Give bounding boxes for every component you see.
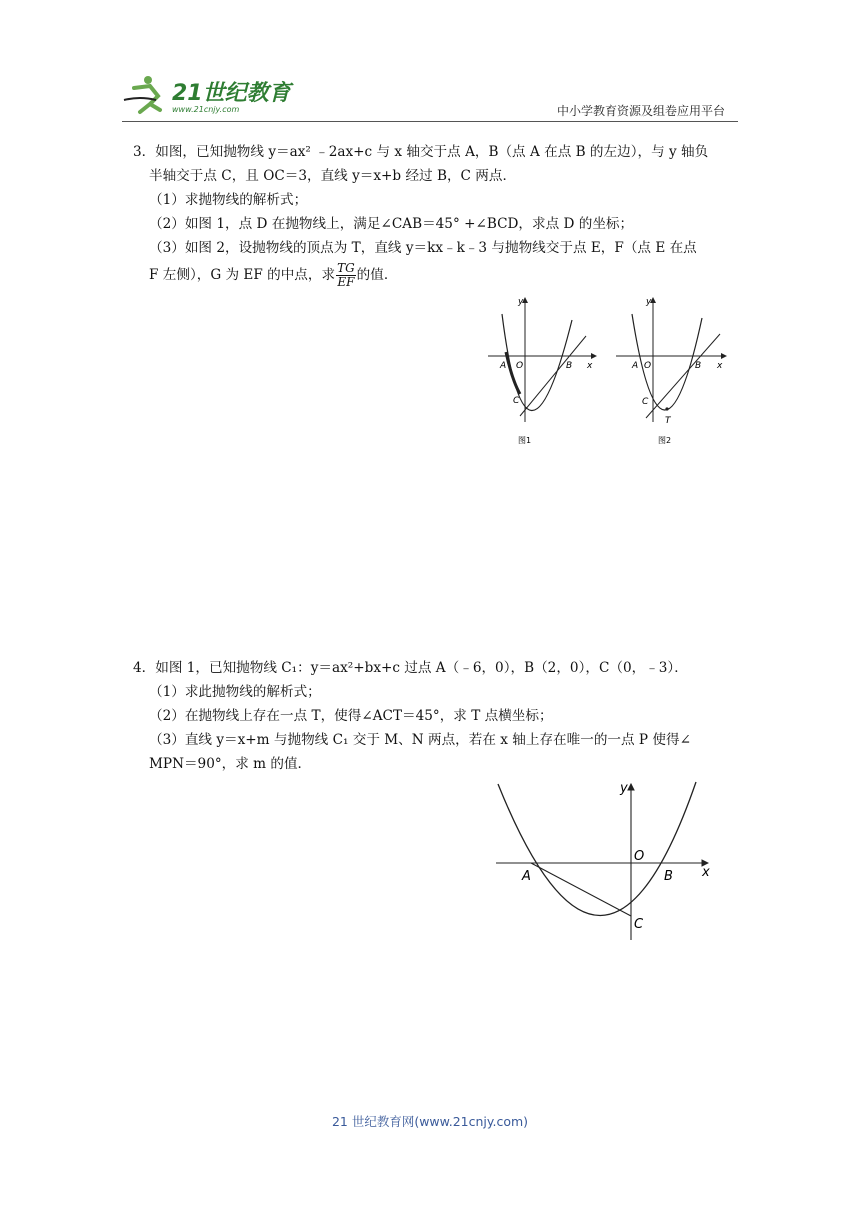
fraction-tg-ef bbox=[336, 262, 356, 289]
label-a: A bbox=[522, 869, 531, 884]
runner-logo-icon bbox=[120, 70, 300, 120]
label-b: B bbox=[695, 361, 702, 371]
q4-line-1: 4．如图 1，已知抛物线 C₁：y＝ax²+bx+c 过点 A（﹣6，0），B（2，0），C（0，﹣3）． bbox=[133, 660, 688, 676]
q3-line-6b: 的值． bbox=[356, 267, 398, 283]
q3-line-1: 3．如图，已知抛物线 y＝ax² ﹣2ax+c 与 x 轴交于点 A，B（点 A 在点 B 的左边），与 y 轴负 bbox=[133, 144, 709, 160]
q4-line-3: （2）在抛物线上存在一点 T，使得∠ACT＝45°，求 T 点横坐标； bbox=[149, 708, 553, 724]
label-c: C bbox=[513, 396, 520, 406]
platform-name: 中小学教育资源及组卷应用平台 bbox=[556, 104, 725, 118]
fraction-numerator: TG bbox=[337, 261, 355, 275]
label-x: x bbox=[702, 865, 710, 880]
label-y: y bbox=[518, 297, 524, 307]
label-a: A bbox=[632, 361, 639, 371]
footer-link[interactable]: 21 世纪教育网(www.21cnjy.com) bbox=[331, 1114, 529, 1129]
label-y: y bbox=[646, 297, 652, 307]
parabola bbox=[632, 314, 702, 410]
q3-line-6 bbox=[149, 262, 397, 289]
q3-line-4: （2）如图 1，点 D 在抛物线上，满足∠CAB＝45° +∠BCD，求点 D 的坐标； bbox=[149, 216, 634, 232]
line-bc bbox=[646, 334, 720, 418]
q4-line-4: （3）直线 y＝x+m 与抛物线 C₁ 交于 M、N 两点，若在 x 轴上存在唯一的一点 P 使得∠ bbox=[149, 732, 691, 748]
q4-line-2: （1）求此抛物线的解析式； bbox=[149, 684, 321, 700]
label-c: C bbox=[634, 917, 644, 932]
label-x: x bbox=[717, 361, 723, 371]
fraction-denominator: EF bbox=[337, 275, 355, 289]
logo-url-text: www.21cnjy.com bbox=[172, 105, 240, 114]
label-o: O bbox=[644, 361, 652, 371]
logo-main-text: 21世纪教育 bbox=[172, 81, 291, 106]
highlighted-arc bbox=[506, 352, 520, 394]
line-bc bbox=[520, 336, 586, 416]
q3-line-3: （1）求抛物线的解析式； bbox=[149, 192, 308, 208]
figure-q4 bbox=[494, 776, 716, 942]
figure-1 bbox=[484, 292, 604, 452]
label-a: A bbox=[500, 361, 507, 371]
label-t: T bbox=[665, 416, 671, 426]
q3-line-6a: F 左侧），G 为 EF 的中点，求 bbox=[149, 267, 336, 283]
figure-2 bbox=[612, 292, 734, 452]
label-o: O bbox=[634, 849, 645, 864]
vertex-point bbox=[665, 407, 668, 410]
figure-2-caption: 图2 bbox=[658, 436, 672, 445]
q3-line-2: 半轴交于点 C，且 OC＝3，直线 y＝x+b 经过 B，C 两点． bbox=[149, 168, 517, 184]
header-divider bbox=[122, 121, 738, 122]
label-c: C bbox=[642, 397, 649, 407]
label-b: B bbox=[566, 361, 573, 371]
q3-line-5: （3）如图 2，设抛物线的顶点为 T，直线 y＝kx﹣k﹣3 与抛物线交于点 E，F（点 E 在点 bbox=[149, 240, 697, 256]
label-b: B bbox=[664, 869, 673, 884]
figure-background bbox=[494, 776, 716, 942]
figure-1-caption: 图1 bbox=[518, 436, 532, 445]
label-o: O bbox=[516, 361, 524, 371]
q4-line-5: MPN＝90°，求 m 的值． bbox=[149, 756, 312, 772]
label-y: y bbox=[620, 781, 628, 796]
label-x: x bbox=[587, 361, 593, 371]
site-logo bbox=[120, 70, 300, 120]
